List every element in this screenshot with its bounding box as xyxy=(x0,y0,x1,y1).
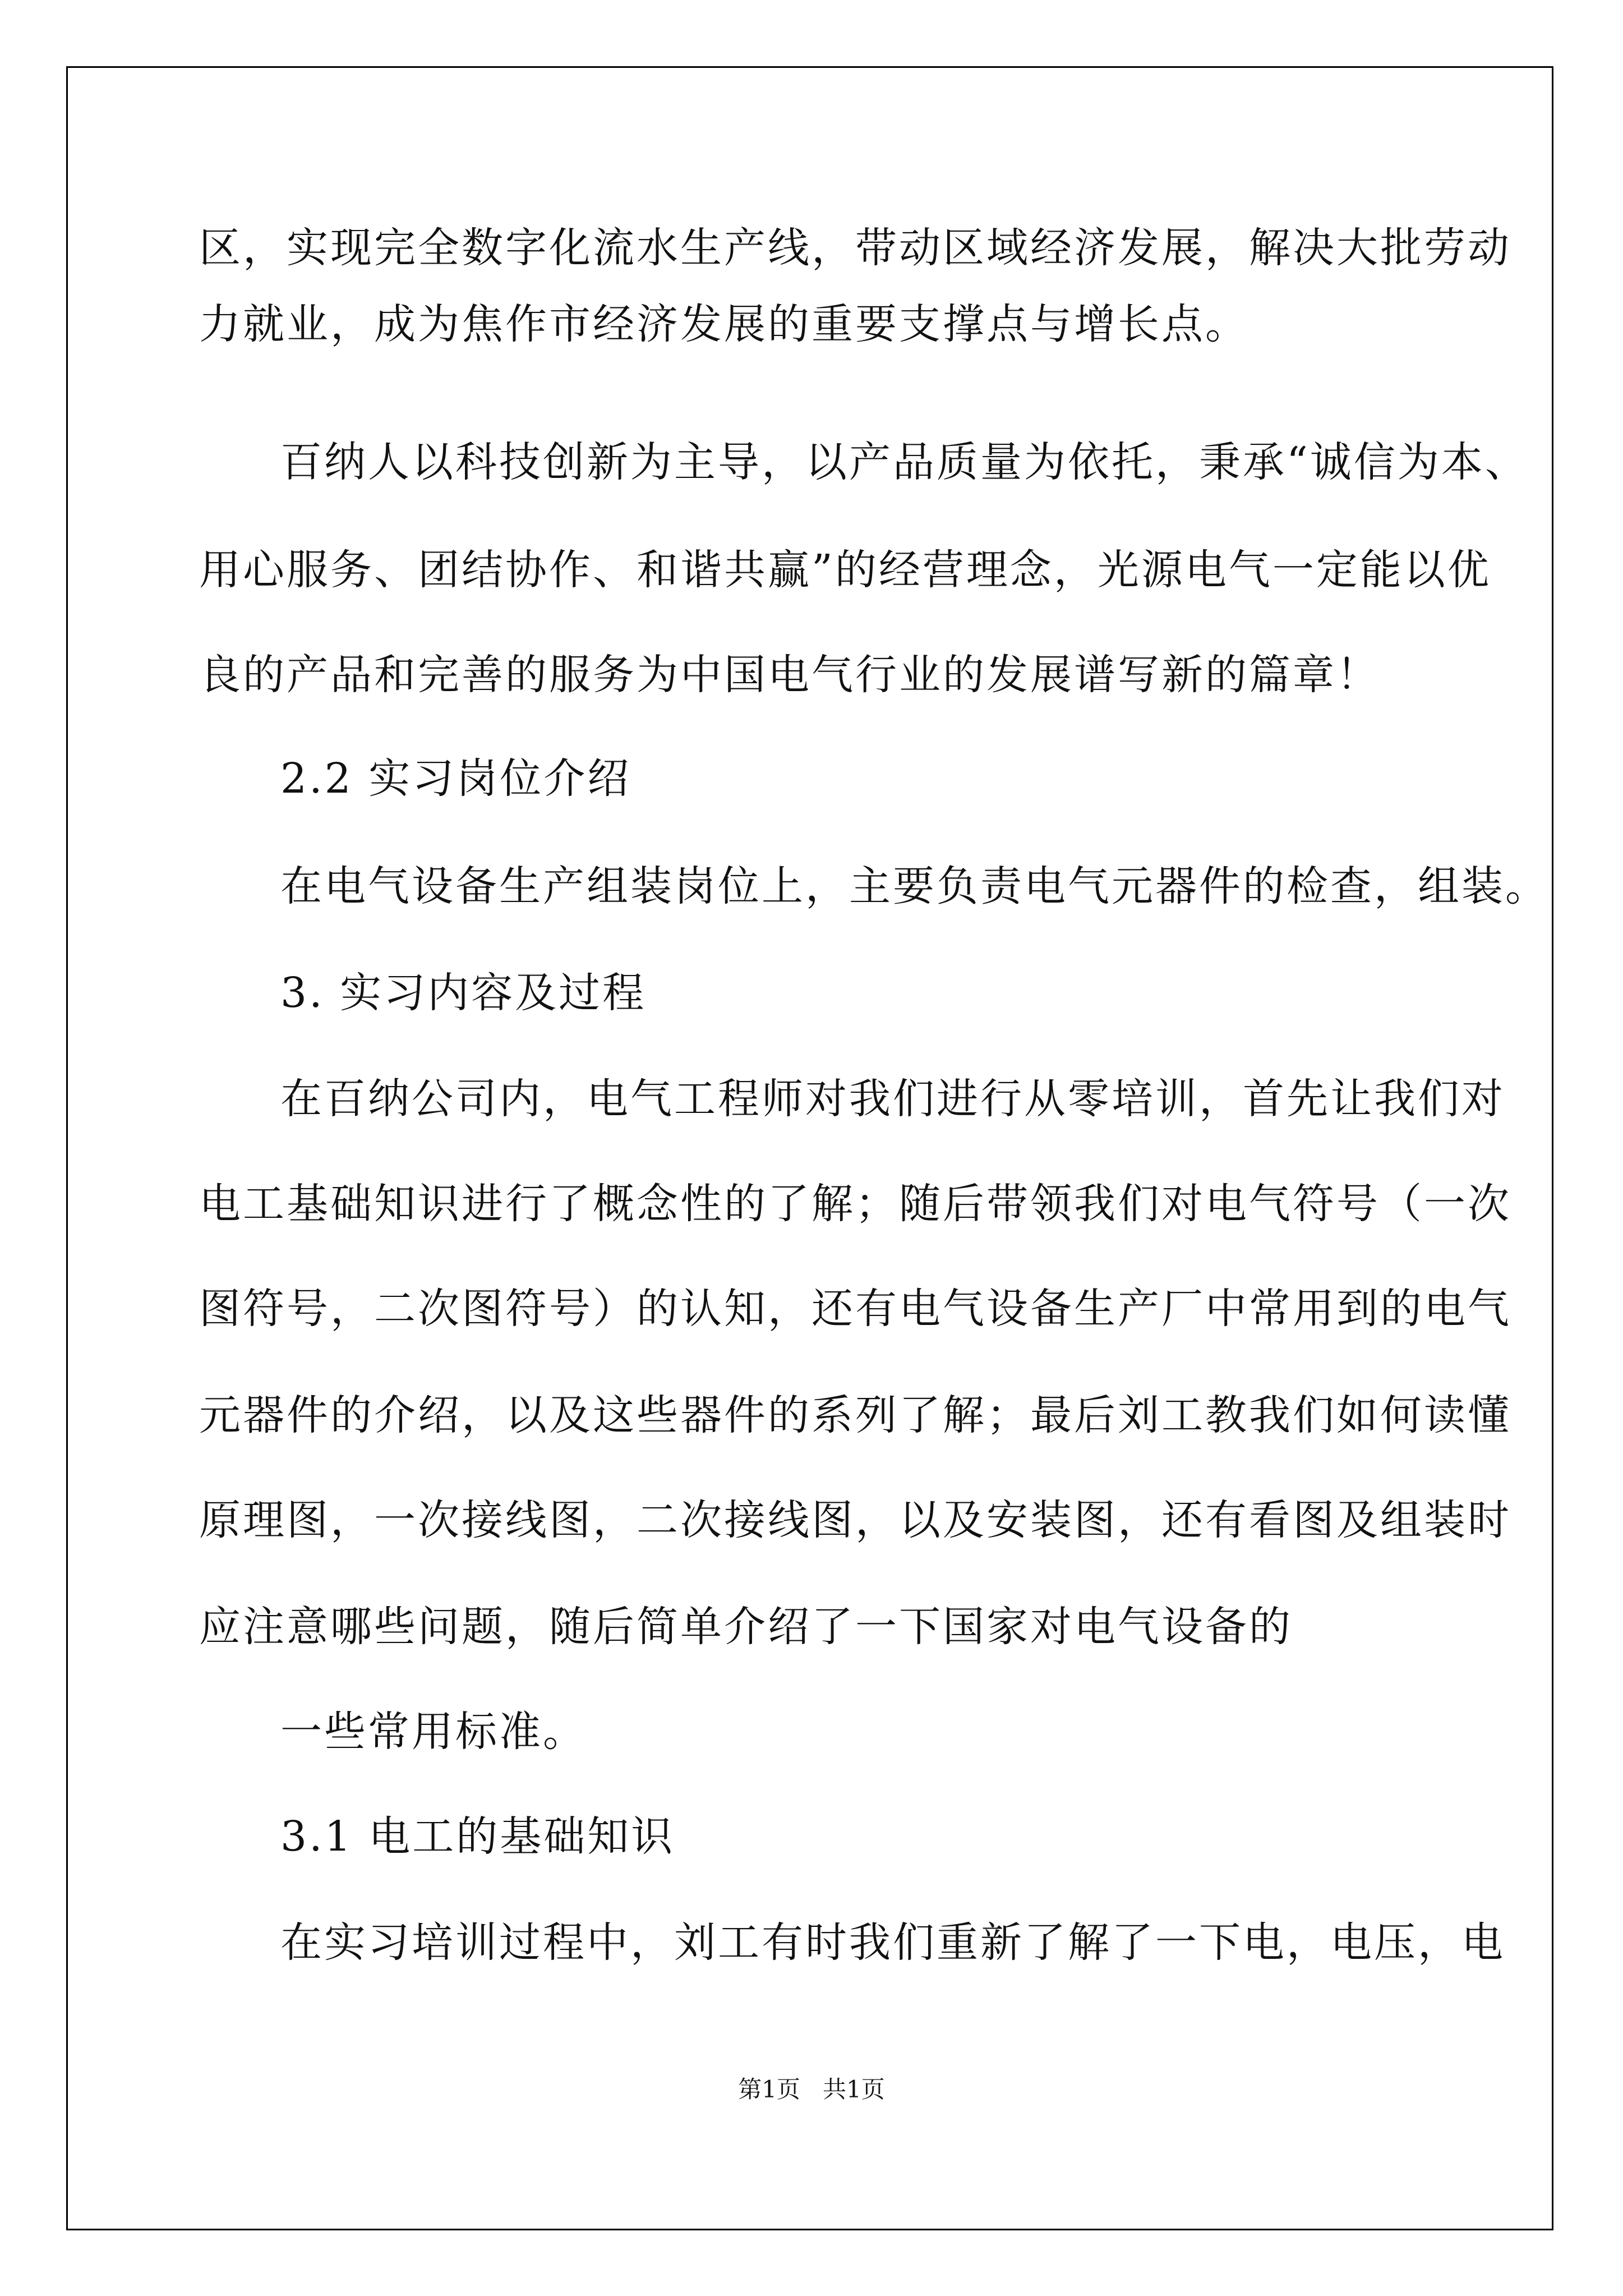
paragraph-first-line: 在电气设备生产组装岗位上，主要负责电气元器件的检查，组装。 xyxy=(280,862,1549,910)
section-heading: 3.1 电工的基础知识 xyxy=(280,1812,675,1861)
page-number: 第1页 xyxy=(738,2076,800,2103)
body-text-line: 图符号，二次图符号）的认知，还有电气设备生产厂中常用到的电气 xyxy=(199,1285,1511,1333)
page-total: 共1页 xyxy=(823,2076,885,2103)
body-text-line: 电工基础知识进行了概念性的了解；随后带领我们对电气符号（一次 xyxy=(199,1180,1511,1228)
body-text-line: 区，实现完全数字化流水生产线，带动区域经济发展，解决大批劳动 xyxy=(199,224,1511,272)
body-text-line: 用心服务、团结协作、和谐共赢”的经营理念，光源电气一定能以优 xyxy=(199,546,1491,594)
body-text-line: 力就业，成为焦作市经济发展的重要支撑点与增长点。 xyxy=(199,300,1249,348)
body-text-line: 一些常用标准。 xyxy=(280,1708,587,1756)
body-text-line: 原理图，一次接线图，二次接线图，以及安装图，还有看图及组装时 xyxy=(199,1496,1511,1544)
body-text-line: 元器件的介绍，以及这些器件的系列了解；最后刘工教我们如何读懂 xyxy=(199,1391,1511,1439)
body-text-line: 良的产品和完善的服务为中国电气行业的发展谱写新的篇章！ xyxy=(199,651,1380,699)
paragraph-first-line: 在实习培训过程中，刘工有时我们重新了解了一下电，电压，电 xyxy=(280,1918,1505,1967)
paragraph-first-line: 百纳人以科技创新为主导，以产品质量为依托，秉承“诚信为本、 xyxy=(280,438,1529,486)
section-heading: 2.2 实习岗位介绍 xyxy=(280,754,631,803)
page-border xyxy=(66,66,1553,2230)
page-footer xyxy=(0,2073,1623,2106)
paragraph-first-line: 在百纳公司内，电气工程师对我们进行从零培训，首先让我们对 xyxy=(280,1075,1505,1123)
section-heading: 3. 实习内容及过程 xyxy=(280,969,647,1017)
body-text-line: 应注意哪些问题，随后简单介绍了一下国家对电气设备的 xyxy=(199,1603,1293,1651)
